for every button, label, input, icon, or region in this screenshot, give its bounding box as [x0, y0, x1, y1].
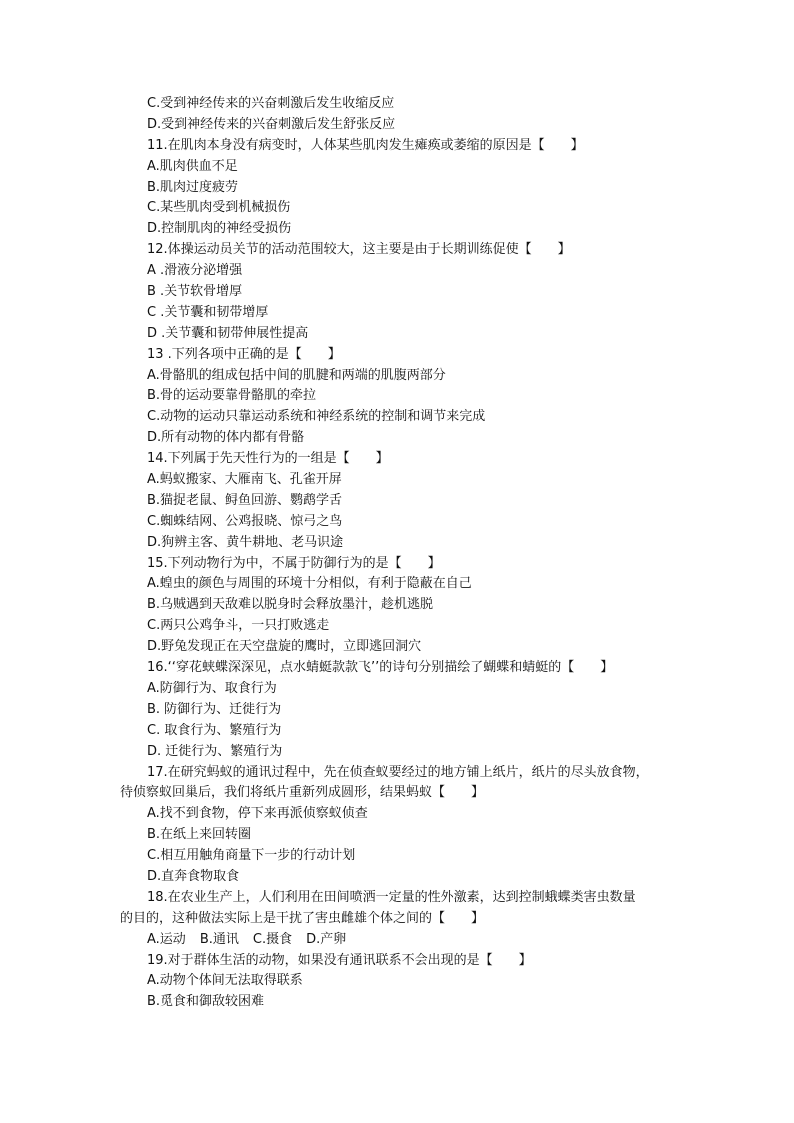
question-body [120, 94, 680, 1013]
text-line: C.相互用触角商量下一步的行动计划 [147, 848, 356, 864]
text-line: B .关节软骨增厚 [147, 284, 243, 300]
text-line: C.两只公鸡争斗，一只打败逃走 [147, 618, 330, 634]
text-line: C.某些肌肉受到机械损伤 [147, 200, 291, 216]
text-line: 19.对于群体生活的动物，如果没有通讯联系不会出现的是【 】 [147, 952, 532, 968]
text-line: D.野兔发现正在天空盘旋的鹰时，立即逃回洞穴 [147, 639, 422, 655]
text-line: B.猫捉老鼠、鲟鱼回游、鹦鹉学舌 [147, 492, 343, 508]
text-line: 待侦察蚁回巢后，我们将纸片重新列成圆形，结果蚂蚁【 】 [120, 785, 485, 801]
text-line: D.狗辨主客、黄牛耕地、老马识途 [147, 534, 344, 550]
text-line: 15.下列动物行为中，不属于防御行为的是【 】 [147, 555, 441, 571]
text-line: B. 防御行为、迁徙行为 [147, 701, 282, 717]
text-line: 13 .下列各项中正确的是【 】 [147, 346, 341, 362]
text-line: C.蜘蛛结网、公鸡报晓、惊弓之鸟 [147, 513, 343, 529]
text-line: A .滑液分泌增强 [147, 263, 243, 279]
text-line: D.受到神经传来的兴奋刺激后发生舒张反应 [147, 116, 396, 132]
q18-option-a: A.运动 [147, 931, 186, 947]
text-line: A.蚂蚁搬家、大雁南飞、孔雀开屏 [147, 472, 342, 488]
text-line: A.动物个体间无法取得联系 [147, 973, 303, 989]
text-line: A.蝗虫的颜色与周围的环境十分相似，有利于隐蔽在自己 [147, 576, 472, 592]
text-line: B.乌贼遇到天敌难以脱身时会释放墨汁，趁机逃脱 [147, 597, 434, 613]
text-line: A.找不到食物，停下来再派侦察蚁侦查 [147, 806, 368, 822]
q18-option-b: B.通讯 [199, 931, 239, 947]
text-line: 18.在农业生产上，人们利用在田间喷洒一定量的性外激素，达到控制蛾蝶类害虫数量 [147, 889, 636, 905]
q18-option-d: D.产卵 [306, 931, 347, 947]
text-line: 17.在研究蚂蚁的通讯过程中，先在侦查蚁要经过的地方铺上纸片，纸片的尽头放食物， [147, 764, 649, 780]
text-line: C .关节囊和韧带增厚 [147, 304, 269, 320]
q18-option-c: C.摄食 [252, 931, 293, 947]
text-line: D.所有动物的体内都有骨骼 [147, 430, 305, 446]
text-line: 16.‘‘穿花蛱蝶深深见，点水蜻蜓款款飞’’的诗句分别描绘了蝴蝶和蜻蜓的【 】 [147, 660, 614, 676]
text-line: 11.在肌肉本身没有病变时，人体某些肌肉发生瘫痪或萎缩的原因是【 】 [147, 137, 584, 153]
text-line: 的目的，这种做法实际上是干扰了害虫雌雄个体之间的【 】 [120, 910, 485, 926]
text-line: B.骨的运动要靠骨骼肌的牵拉 [147, 388, 317, 404]
text-line: A.肌肉供血不足 [147, 158, 238, 174]
text-line: A.骨骼肌的组成包括中间的肌腱和两端的肌腹两部分 [147, 367, 446, 383]
text-line: B.在纸上来回转圈 [147, 827, 252, 843]
q18-options-row [120, 930, 680, 951]
text-line: C.动物的运动只靠运动系统和神经系统的控制和调节来完成 [147, 409, 486, 425]
text-line: A.防御行为、取食行为 [147, 680, 277, 696]
text-line: 14.下列属于先天性行为的一组是【 】 [147, 451, 389, 467]
text-line: D .关节囊和韧带伸展性提高 [147, 325, 309, 341]
text-line: C. 取食行为、繁殖行为 [147, 722, 282, 738]
text-line: D. 迁徙行为、繁殖行为 [147, 743, 283, 759]
text-line: B.觅食和御敌较困难 [147, 994, 265, 1010]
text-line: C.受到神经传来的兴奋刺激后发生收缩反应 [147, 96, 395, 111]
text-line: 12.体操运动员关节的活动范围较大，这主要是由于长期训练促使【 】 [147, 242, 571, 258]
text-line: D.直奔食物取食 [147, 868, 240, 884]
text-line: B.肌肉过度疲劳 [147, 179, 239, 195]
text-line: D.控制肌肉的神经受损伤 [147, 221, 292, 237]
